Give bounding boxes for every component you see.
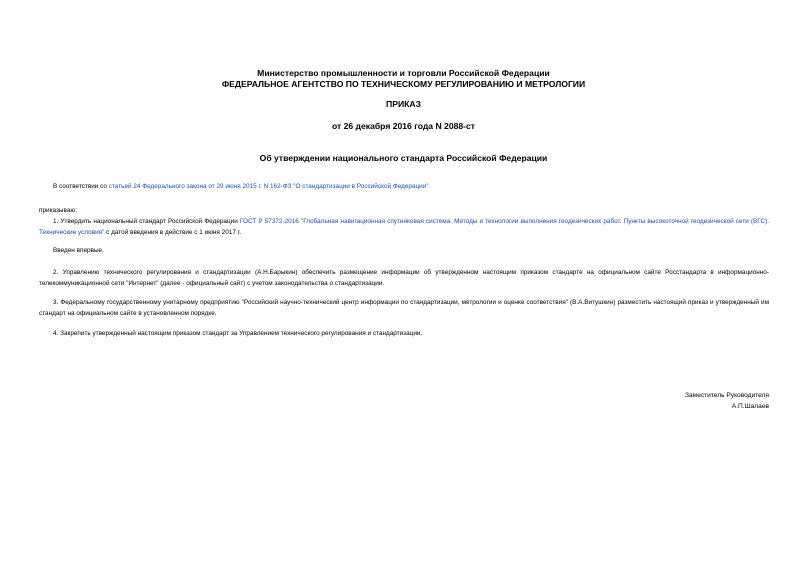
gost-standard-link[interactable]: ГОСТ Р 57372-2016 "Глобальная навигационная спутниковая система. Методы и технологии выполнения геодезических работ. Пункты высокоточной геодезической сети (ВГС). Технические условия": [39, 218, 770, 236]
document-subject: Об утверждении национального стандарта Российской Федерации: [259, 153, 548, 163]
agency-title: ФЕДЕРАЛЬНОЕ АГЕНТСТВО ПО ТЕХНИЧЕСКОМУ РЕГУЛИРОВАНИЮ И МЕТРОЛОГИИ: [221, 79, 586, 89]
document-date: от 26 декабря 2016 года N 2088-ст: [331, 121, 476, 131]
document-type: ПРИКАЗ: [386, 99, 421, 109]
item-4-paragraph: 4. Закрепить утвержденный настоящим приказом стандарт за Управлением технического регулирования и стандартизации.: [53, 330, 423, 337]
signatory-name: А.П.Шалаев: [731, 403, 769, 410]
federal-law-link[interactable]: статьей 24 Федерального закона от 29 июня 2015 г. N 162-ФЗ "О стандартизации в Российской Федерации": [108, 183, 429, 190]
item-1-suffix: с датой введения в действие с 1 июня 2017 г.: [104, 229, 241, 236]
signatory-title: Заместитель Руководителя: [685, 392, 769, 399]
item-1-paragraph: [39, 216, 769, 238]
item-3-paragraph: 3. Федеральному государственному унитарному предприятию "Российский научно-технический центр информации по стандартизации, метрологии и оценке соответствия" (В.А.Витушкин) разместить настоящий приказ и утвержденный им стандарт на официальном сайте в установленном порядке.: [39, 299, 769, 317]
item-2-paragraph: 2. Управлению технического регулирования и стандартизации (А.Н.Барыкин) обеспечить размещение информации об утвержденном настоящим приказом стандарте на официальном сайте Росстандарта в информационно-телекоммуникационной сети "Интернет" (далее - официальный сайт) с учетом законодательства о стандартизации.: [39, 269, 769, 287]
item-1-prefix: 1. Утвердить национальный стандарт Российской Федерации: [53, 218, 240, 225]
preamble-prefix: В соответствии со: [53, 183, 109, 190]
preamble-paragraph: [39, 181, 769, 192]
orders-line: приказываю:: [39, 207, 77, 214]
introduced-note: Введен впервые.: [53, 247, 104, 254]
ministry-title: Министерство промышленности и торговли Российской Федерации: [257, 68, 550, 78]
